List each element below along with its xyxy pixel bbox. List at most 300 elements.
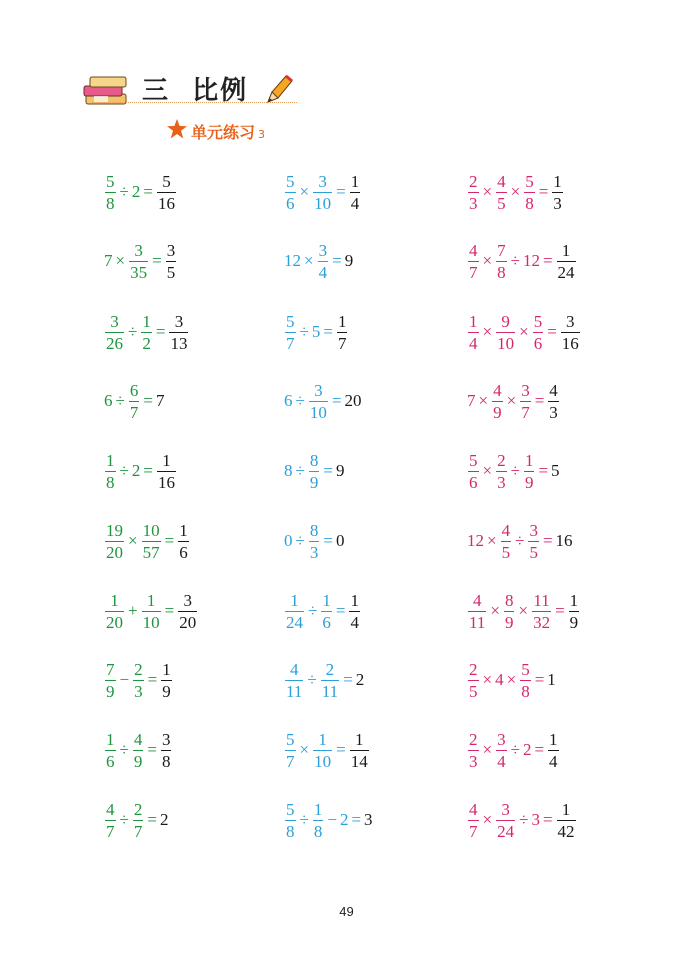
- numerator: 4: [472, 590, 482, 610]
- fraction: [496, 313, 515, 352]
- equals-sign: =: [323, 531, 333, 550]
- denominator: 11: [469, 612, 486, 632]
- fraction: [133, 731, 144, 770]
- problem-item: [104, 730, 172, 770]
- fraction: [105, 731, 116, 770]
- problem-item: [284, 172, 361, 212]
- denominator: 5: [529, 542, 538, 562]
- problem-item: [104, 241, 177, 281]
- denominator: 2: [142, 333, 151, 353]
- number: 12: [284, 251, 301, 270]
- numerator: 3: [529, 520, 538, 540]
- numerator: 11: [533, 590, 550, 610]
- fraction: [309, 382, 328, 421]
- denominator: 32: [533, 612, 551, 632]
- operator: ×: [482, 810, 493, 829]
- number: 7: [104, 251, 113, 270]
- fraction: [285, 173, 296, 212]
- denominator: 3: [549, 402, 558, 422]
- problem-item: [467, 660, 556, 700]
- numerator: 8: [504, 590, 514, 610]
- denominator: 3: [469, 751, 478, 771]
- numerator: 1: [469, 311, 478, 331]
- fraction: [468, 661, 479, 700]
- problem-item: [467, 800, 577, 840]
- denominator: 8: [106, 472, 115, 492]
- numerator: 8: [309, 520, 319, 540]
- problem-item: [284, 381, 361, 421]
- fraction: [321, 592, 332, 631]
- numerator: 7: [106, 659, 115, 679]
- numerator: 3: [318, 171, 327, 191]
- answer-fraction: [557, 801, 576, 840]
- operator: ÷: [295, 461, 305, 480]
- numerator: 3: [497, 729, 506, 749]
- equals-sign: =: [152, 251, 162, 270]
- equals-sign: =: [351, 810, 362, 829]
- subtitle-text: 单元练习: [191, 123, 256, 142]
- numerator: 9: [501, 311, 510, 331]
- equals-sign: =: [155, 322, 166, 341]
- numerator: 4: [469, 799, 478, 819]
- fraction: [105, 173, 116, 212]
- operator: +: [128, 601, 138, 620]
- denominator: 11: [321, 681, 339, 701]
- fraction: [318, 242, 329, 281]
- denominator: 9: [504, 612, 514, 632]
- denominator: 6: [286, 193, 295, 213]
- answer-fraction: [161, 731, 172, 770]
- numerator: 2: [134, 659, 143, 679]
- denominator: 8: [161, 751, 171, 771]
- problem-item: [104, 660, 173, 700]
- denominator: 11: [286, 681, 303, 701]
- operator: ×: [299, 182, 310, 201]
- numerator: 2: [133, 799, 143, 819]
- number: 5: [311, 322, 321, 341]
- fraction: [504, 592, 515, 631]
- numerator: 2: [469, 659, 478, 679]
- fraction: [496, 173, 507, 212]
- numerator: 10: [142, 520, 160, 540]
- numerator: 8: [309, 450, 319, 470]
- fraction: [133, 801, 144, 840]
- fraction: [105, 661, 116, 700]
- answer-fraction: [561, 313, 580, 352]
- numerator: 4: [497, 171, 506, 191]
- denominator: 10: [497, 333, 515, 353]
- answer-fraction: [178, 522, 189, 561]
- answer: [160, 661, 173, 700]
- fraction: [468, 173, 479, 212]
- equals-sign: =: [542, 531, 553, 550]
- number: 12: [467, 531, 484, 550]
- denominator: 26: [106, 333, 123, 353]
- denominator: 16: [561, 333, 579, 353]
- answer: 7: [155, 391, 165, 410]
- operator: ×: [115, 251, 126, 270]
- denominator: 35: [130, 262, 148, 282]
- answer: [556, 801, 577, 840]
- denominator: 4: [350, 612, 359, 632]
- fraction: [528, 522, 539, 561]
- answer: [560, 313, 581, 352]
- denominator: 3: [469, 193, 478, 213]
- answer: [156, 452, 177, 491]
- denominator: 16: [157, 472, 175, 492]
- equals-sign: =: [147, 810, 157, 829]
- problem-item: [284, 451, 344, 491]
- answer-fraction: [157, 452, 176, 491]
- operator: ÷: [510, 461, 520, 480]
- operator: ×: [487, 531, 497, 550]
- numerator: 1: [106, 450, 115, 470]
- denominator: 5: [501, 542, 511, 562]
- fraction: [468, 452, 479, 491]
- operator: ×: [482, 740, 493, 759]
- page-number: 49: [339, 904, 354, 919]
- equals-sign: =: [323, 461, 333, 480]
- problem-item: [284, 660, 364, 700]
- equals-sign: =: [332, 251, 342, 270]
- fraction: [321, 661, 339, 700]
- denominator: 3: [309, 542, 319, 562]
- fraction: [468, 731, 479, 770]
- numerator: 1: [322, 590, 331, 610]
- problem-item: [284, 312, 348, 352]
- chapter-title: 三 比例: [142, 76, 249, 106]
- numerator: 1: [110, 590, 119, 610]
- denominator: 6: [469, 472, 478, 492]
- operator: ×: [482, 251, 493, 270]
- denominator: 9: [524, 472, 534, 492]
- numerator: 5: [286, 799, 295, 819]
- number: 3: [531, 810, 540, 829]
- answer-fraction: [337, 313, 348, 352]
- problem-item: [104, 381, 164, 421]
- fraction: [533, 313, 544, 352]
- denominator: 24: [557, 262, 575, 282]
- numerator: 3: [134, 240, 143, 260]
- denominator: 10: [314, 751, 332, 771]
- number: 12: [522, 251, 540, 270]
- numerator: 1: [179, 520, 188, 540]
- fraction: [313, 801, 324, 840]
- numerator: 1: [337, 311, 347, 331]
- denominator: 10: [309, 402, 327, 422]
- fraction: [468, 242, 479, 281]
- denominator: 4: [549, 751, 558, 771]
- problem-item: [104, 451, 177, 491]
- denominator: 13: [170, 333, 188, 353]
- answer-fraction: [350, 731, 369, 770]
- answer: [165, 242, 178, 281]
- equals-sign: =: [538, 461, 549, 480]
- problem-item: [467, 451, 560, 491]
- answer: 2: [355, 670, 365, 689]
- operator: ÷: [519, 810, 529, 829]
- numerator: 5: [533, 311, 543, 331]
- numerator: 3: [501, 799, 510, 819]
- denominator: 6: [533, 333, 543, 353]
- denominator: 7: [106, 821, 115, 841]
- numerator: 3: [161, 729, 171, 749]
- equals-sign: =: [534, 391, 545, 410]
- answer: [547, 731, 560, 770]
- operator: ×: [490, 601, 500, 620]
- numerator: 3: [521, 380, 530, 400]
- denominator: 8: [521, 681, 530, 701]
- numerator: 4: [106, 799, 115, 819]
- operator: ×: [506, 391, 517, 410]
- answer: 9: [335, 461, 345, 480]
- answer: [177, 592, 198, 631]
- answer: [547, 382, 560, 421]
- problem-item: [467, 241, 577, 281]
- answer: [551, 173, 564, 212]
- problem-item: [467, 730, 560, 770]
- equals-sign: =: [147, 670, 158, 689]
- denominator: 5: [469, 681, 478, 701]
- operator: ÷: [295, 391, 305, 410]
- numerator: 3: [318, 240, 328, 260]
- number: 4: [495, 670, 504, 689]
- numerator: 1: [313, 799, 323, 819]
- denominator: 3: [134, 681, 143, 701]
- operator: ×: [299, 740, 310, 759]
- equals-sign: =: [538, 182, 549, 201]
- fraction: [285, 592, 304, 631]
- numerator: 7: [497, 240, 506, 260]
- denominator: 8: [286, 821, 295, 841]
- answer: [349, 173, 362, 212]
- problem-item: [467, 521, 573, 561]
- answer: 5: [551, 461, 560, 480]
- answer-fraction: [157, 173, 176, 212]
- numerator: 6: [129, 380, 139, 400]
- numerator: 5: [286, 729, 295, 749]
- answer-fraction: [161, 661, 172, 700]
- numerator: 1: [561, 240, 571, 260]
- problem-item: [467, 591, 580, 631]
- denominator: 9: [493, 402, 502, 422]
- number: 7: [467, 391, 476, 410]
- answer-fraction: [349, 592, 360, 631]
- numerator: 1: [553, 171, 562, 191]
- operator: ×: [304, 251, 314, 270]
- problem-item: [467, 172, 564, 212]
- answer: [177, 522, 190, 561]
- equals-sign: =: [164, 531, 175, 550]
- equals-sign: =: [143, 182, 153, 201]
- equals-sign: =: [335, 601, 346, 620]
- denominator: 5: [497, 193, 506, 213]
- denominator: 16: [157, 193, 175, 213]
- answer-fraction: [557, 242, 576, 281]
- problem-item: [104, 312, 189, 352]
- problem-item: [467, 381, 560, 421]
- numerator: 1: [524, 450, 534, 470]
- equals-sign: =: [542, 810, 553, 829]
- denominator: 7: [469, 262, 478, 282]
- denominator: 6: [106, 751, 115, 771]
- numerator: 1: [162, 450, 171, 470]
- operator: ÷: [299, 322, 309, 341]
- fraction: [133, 661, 144, 700]
- numerator: 3: [174, 311, 184, 331]
- equals-sign: =: [555, 601, 565, 620]
- denominator: 24: [286, 612, 303, 632]
- operator: ÷: [119, 182, 129, 201]
- denominator: 6: [322, 612, 331, 632]
- fraction: [285, 731, 296, 770]
- fraction: [285, 801, 296, 840]
- numerator: 4: [469, 240, 478, 260]
- operator: ×: [482, 461, 493, 480]
- fraction: [285, 313, 296, 352]
- numerator: 1: [142, 311, 151, 331]
- answer-fraction: [548, 382, 559, 421]
- operator: ÷: [295, 531, 305, 550]
- number: 8: [284, 461, 293, 480]
- equals-sign: =: [542, 251, 553, 270]
- number: 0: [284, 531, 293, 550]
- numerator: 1: [290, 590, 299, 610]
- denominator: 42: [557, 821, 575, 841]
- fraction: [105, 801, 116, 840]
- numerator: 2: [469, 729, 478, 749]
- fraction: [501, 522, 512, 561]
- problem-item: [284, 591, 361, 631]
- numerator: 4: [289, 659, 299, 679]
- fraction: [532, 592, 551, 631]
- fraction: [524, 173, 535, 212]
- numerator: 1: [561, 799, 571, 819]
- denominator: 9: [309, 472, 319, 492]
- fraction: [129, 382, 140, 421]
- operator: ×: [482, 182, 493, 201]
- operator: ×: [518, 601, 529, 620]
- denominator: 20: [106, 612, 123, 632]
- operator: ÷: [308, 601, 318, 620]
- fraction: [142, 522, 161, 561]
- operator: ×: [128, 531, 138, 550]
- numerator: 5: [286, 311, 295, 331]
- answer: 20: [344, 391, 362, 410]
- problem-item: [104, 172, 177, 212]
- operator: ×: [506, 670, 517, 689]
- numerator: 5: [521, 659, 530, 679]
- denominator: 7: [129, 402, 139, 422]
- numerator: 3: [183, 590, 192, 610]
- equals-sign: =: [143, 461, 153, 480]
- fraction: [496, 242, 507, 281]
- problem-item: [104, 800, 168, 840]
- answer: [568, 592, 581, 631]
- fraction: [141, 313, 152, 352]
- number: 2: [522, 740, 532, 759]
- equals-sign: =: [343, 670, 353, 689]
- numerator: 1: [350, 590, 359, 610]
- fraction: [105, 592, 124, 631]
- fraction: [313, 173, 332, 212]
- numerator: 1: [350, 171, 360, 191]
- numerator: 5: [162, 171, 171, 191]
- operator: ÷: [119, 740, 129, 759]
- problem-item: [284, 800, 373, 840]
- numerator: 3: [314, 380, 323, 400]
- answer: 1: [547, 670, 556, 689]
- fraction: [309, 452, 320, 491]
- fraction: [496, 452, 507, 491]
- numerator: 5: [469, 450, 478, 470]
- answer: 2: [159, 810, 169, 829]
- answer: 9: [344, 251, 354, 270]
- numerator: 1: [318, 729, 327, 749]
- equals-sign: =: [336, 740, 346, 759]
- fraction: [105, 313, 124, 352]
- problem-item: [284, 730, 370, 770]
- numerator: 4: [493, 380, 502, 400]
- answer-fraction: [166, 242, 177, 281]
- problem-item: [467, 312, 581, 352]
- answer: [349, 731, 370, 770]
- fraction: [105, 522, 124, 561]
- denominator: 7: [469, 821, 478, 841]
- answer: [556, 242, 577, 281]
- number: 6: [284, 391, 293, 410]
- denominator: 8: [313, 821, 323, 841]
- equals-sign: =: [143, 391, 153, 410]
- number: 6: [104, 391, 113, 410]
- answer: 0: [335, 531, 345, 550]
- answer-fraction: [169, 313, 188, 352]
- numerator: 2: [325, 659, 335, 679]
- numerator: 5: [106, 171, 115, 191]
- answer: 16: [555, 531, 573, 550]
- denominator: 7: [133, 821, 143, 841]
- answer-fraction: [548, 731, 559, 770]
- equals-sign: =: [164, 601, 175, 620]
- denominator: 7: [521, 402, 530, 422]
- denominator: 5: [166, 262, 176, 282]
- denominator: 8: [525, 193, 534, 213]
- denominator: 7: [286, 751, 295, 771]
- denominator: 10: [314, 193, 332, 213]
- answer: [336, 313, 349, 352]
- fraction: [468, 801, 479, 840]
- fraction: [105, 452, 116, 491]
- operator: ÷: [115, 391, 125, 410]
- fraction: [142, 592, 161, 631]
- equals-sign: =: [323, 322, 333, 341]
- numerator: 1: [549, 729, 558, 749]
- denominator: 9: [133, 751, 143, 771]
- fraction: [309, 522, 320, 561]
- fraction: [285, 661, 303, 700]
- answer: [348, 592, 361, 631]
- answer: 3: [364, 810, 373, 829]
- denominator: 9: [569, 612, 579, 632]
- operator: ×: [482, 322, 493, 341]
- problem-item: [284, 241, 353, 281]
- numerator: 5: [286, 171, 295, 191]
- numerator: 4: [133, 729, 143, 749]
- operator: ÷: [515, 531, 525, 550]
- numerator: 5: [525, 171, 534, 191]
- operator: ÷: [299, 810, 309, 829]
- fraction: [468, 313, 479, 352]
